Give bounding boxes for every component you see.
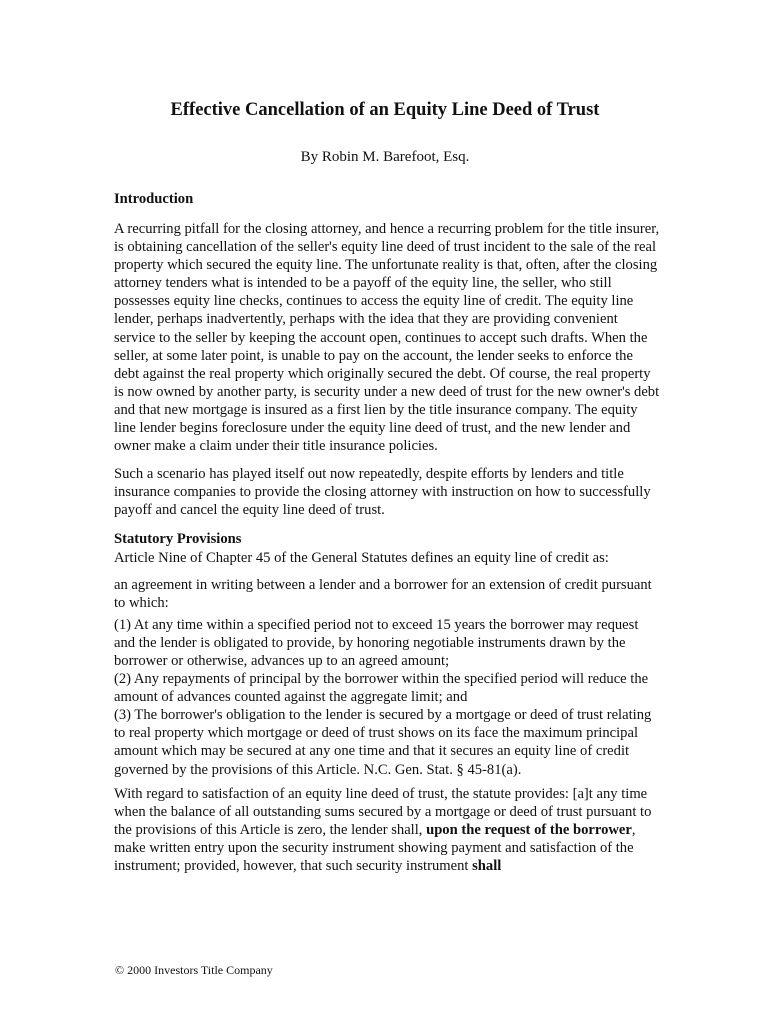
introduction-paragraph-1: A recurring pitfall for the closing attorney, and hence a recurring problem for the title insurer, is obtaining cancellation of the seller's equity line deed of trust incident to the sale of the real property which secured the equity line. The unfortunate reality is that, often, after the closing attorney tenders what is intended to be a payoff of the equity line, the seller, who still possesses equity line checks, continues to access the equity line of credit. The equity line lender, perhaps inadvertently, perhaps with the idea that they are providing convenient service to the seller by keeping the account open, continues to accept such drafts. When the seller, at some later point, is unable to pay on the account, the lender seeks to enforce the debt against the real property which originally secured the debt. Of course, the real property is now owned by another party, is security under a new deed of trust for the new owner's debt and that new mortgage is insured as a first lien by the title insurance company. The equity line lender begins foreclosure under the equity line deed of trust, and the new lender and owner make a claim under their title insurance policies. — [114, 221, 660, 455]
author-byline: By Robin M. Barefoot, Esq. — [300, 149, 470, 165]
satisfaction-paragraph — [114, 785, 660, 875]
satisfaction-text-1: With regard to satisfaction of an equity line deed of trust, the statute provides: [a]t any time when the balance of all outstanding sums secured by a mortgage or deed of trust pursuant to the provisions of this Article is zero, the lender shall, — [114, 785, 652, 838]
statutory-definition: an agreement in writing between a lender and a borrower for an extension of credit pursuant to which: — [114, 576, 652, 611]
statutory-item-3: (3) The borrower's obligation to the lender is secured by a mortgage or deed of trust relating to real property which mortgage or deed of trust shows on its face the maximum principal amount which may be secured at any one time and that it secures an equity line of credit governed by the provisions of this Article. N.C. Gen. Stat. § 45-81(a). — [114, 707, 652, 778]
document-title: Effective Cancellation of an Equity Line Deed of Trust — [170, 100, 600, 120]
section-heading-statutory-provisions: Statutory Provisions — [114, 530, 242, 547]
statutory-item-2: (2) Any repayments of principal by the borrower within the specified period will reduce the amount of advances counted against the aggregate limit; and — [114, 671, 649, 706]
statutory-intro: Article Nine of Chapter 45 of the General Statutes defines an equity line of credit as: — [114, 549, 609, 566]
copyright-footer: © 2000 Investors Title Company — [115, 963, 273, 977]
satisfaction-emphasis-1: upon the request of the borrower — [426, 821, 632, 838]
satisfaction-emphasis-2: shall — [472, 858, 502, 874]
document-body — [114, 189, 660, 875]
section-heading-introduction: Introduction — [114, 191, 194, 207]
satisfaction-text-2: , make written entry upon the security instrument showing payment and satisfaction of the instrument; provided, however, that such security instrument — [114, 821, 636, 874]
statutory-item-1: (1) At any time within a specified period not to exceed 15 years the borrower may request and the lender is obligated to provide, by honoring negotiable instruments drawn by the borrower or otherwise, advances up to an agreed amount; — [114, 616, 639, 669]
introduction-paragraph-2: Such a scenario has played itself out now repeatedly, despite efforts by lenders and title insurance companies to provide the closing attorney with instruction on how to successfully payoff and cancel the equity line deed of trust. — [114, 466, 651, 519]
